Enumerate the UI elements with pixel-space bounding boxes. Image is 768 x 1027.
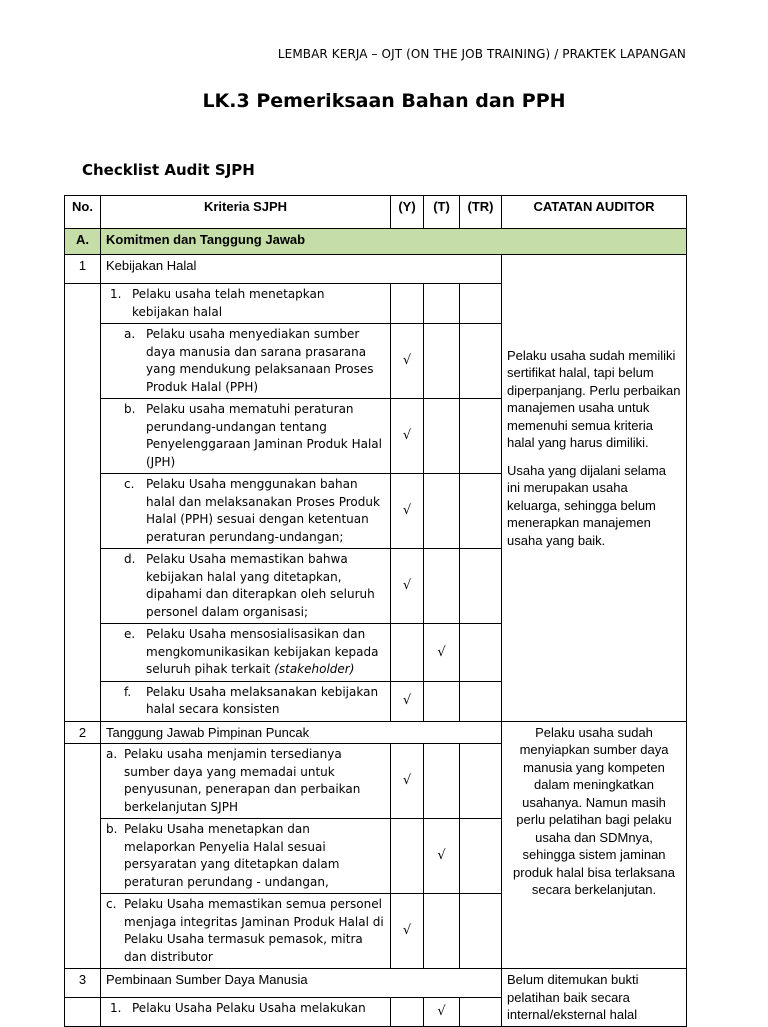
check-t[interactable]: [424, 474, 460, 549]
criteria-label: b.: [124, 402, 136, 416]
criteria-cell: [101, 894, 391, 969]
check-y[interactable]: √: [391, 681, 424, 721]
criteria-cell: [101, 324, 391, 399]
criteria-text-italic: (stakeholder): [274, 662, 355, 676]
check-t[interactable]: [424, 894, 460, 969]
audit-checklist-table: [64, 195, 687, 1027]
group-3-title-row: [65, 969, 687, 998]
criteria-label: 1.: [110, 287, 122, 301]
check-y[interactable]: √: [391, 324, 424, 399]
group-number: 1: [65, 255, 101, 284]
check-y[interactable]: [391, 284, 424, 324]
criteria-cell: [101, 474, 391, 549]
col-header-kriteria: Kriteria SJPH: [101, 196, 391, 229]
check-tr[interactable]: [460, 474, 502, 549]
criteria-text: [146, 626, 385, 679]
criteria-text: Pelaku usaha telah menetapkan kebijakan halal: [132, 287, 325, 319]
criteria-text: Pelaku Usaha menetapkan dan melaporkan Penyelia Halal sesuai persyaratan yang ditetapkan dalam peraturan perundang - undangan,: [124, 822, 340, 889]
criteria-text-main: Pelaku Usaha mensosialisasikan dan mengkomunikasikan kebijakan kepada seluruh pihak terkait: [146, 627, 379, 676]
group-number: 3: [65, 969, 101, 998]
group-2-number-spacer: [65, 744, 101, 969]
criteria-label: b.: [106, 822, 118, 836]
col-header-catatan: CATATAN AUDITOR: [502, 196, 687, 229]
check-tr[interactable]: [460, 819, 502, 894]
check-tr[interactable]: [460, 997, 502, 1026]
check-t[interactable]: [424, 681, 460, 721]
check-y[interactable]: [391, 819, 424, 894]
section-a-title: Komitmen dan Tanggung Jawab: [101, 229, 687, 255]
auditor-note-group-3: Belum ditemukan bukti pelatihan baik secara internal/eksternal halal: [502, 969, 687, 1027]
check-tr[interactable]: [460, 324, 502, 399]
check-t[interactable]: [424, 324, 460, 399]
criteria-text: Pelaku usaha menjamin tersedianya sumber daya yang memadai untuk penyusunan, penerapan dan perbaikan berkelanjutan SJPH: [124, 747, 361, 814]
auditor-note-paragraph: Pelaku usaha sudah memiliki sertifikat halal, tapi belum diperpanjang. Perlu perbaikan manajemen usaha untuk memenuhi semua kriteria halal yang harus dimiliki.: [507, 347, 681, 450]
col-header-t: (T): [424, 196, 460, 229]
criteria-text: Pelaku usaha mematuhi peraturan perundang-undangan tentang Penyelenggaraan Jaminan Produk Halal (JPH): [146, 402, 382, 469]
section-a-code: A.: [65, 229, 101, 255]
criteria-cell: [101, 681, 391, 721]
check-y[interactable]: [391, 997, 424, 1026]
table-header-row: [65, 196, 687, 229]
check-y[interactable]: √: [391, 549, 424, 624]
criteria-label: c.: [106, 897, 117, 911]
col-header-y: (Y): [391, 196, 424, 229]
check-tr[interactable]: [460, 894, 502, 969]
check-tr[interactable]: [460, 744, 502, 819]
check-tr[interactable]: [460, 681, 502, 721]
criteria-cell: [101, 997, 391, 1026]
criteria-cell: [101, 284, 391, 324]
document-title: LK.3 Pemeriksaan Bahan dan PPH: [202, 90, 566, 112]
criteria-label: d.: [124, 552, 136, 566]
group-2-title-row: [65, 721, 687, 744]
group-3-number-spacer: [65, 997, 101, 1026]
check-t[interactable]: √: [424, 819, 460, 894]
group-1-number-spacer: [65, 284, 101, 722]
criteria-cell: [101, 624, 391, 682]
group-1-title-row: [65, 255, 687, 284]
col-header-tr: (TR): [460, 196, 502, 229]
criteria-cell: [101, 549, 391, 624]
criteria-text: Pelaku Usaha memastikan bahwa kebijakan halal yang ditetapkan, dipahami dan diterapkan oleh seluruh personel dalam organisasi;: [146, 552, 375, 619]
criteria-text: Pelaku Usaha memastikan semua personel menjaga integritas Jaminan Produk Halal di Pelaku Usaha termasuk pemasok, mitra dan distributor: [124, 897, 384, 964]
check-y[interactable]: √: [391, 894, 424, 969]
criteria-label: c.: [124, 477, 135, 491]
check-y[interactable]: √: [391, 474, 424, 549]
check-y[interactable]: [391, 624, 424, 682]
col-header-no: No.: [65, 196, 101, 229]
criteria-label: e.: [124, 627, 136, 641]
check-t[interactable]: √: [424, 624, 460, 682]
auditor-note-group-2: Pelaku usaha sudah menyiapkan sumber daya manusia yang kompeten dalam meningkatkan usahanya. Namun masih perlu pelatihan bagi pelaku usaha dan SDMnya, sehingga sistem jaminan produk halal bisa terlaksana secara berkelanjutan.: [502, 721, 687, 969]
section-a-row: [65, 229, 687, 255]
check-t[interactable]: [424, 744, 460, 819]
check-tr[interactable]: [460, 284, 502, 324]
check-tr[interactable]: [460, 624, 502, 682]
criteria-label: f.: [124, 684, 132, 699]
criteria-label: a.: [124, 327, 136, 341]
group-title: Pembinaan Sumber Daya Manusia: [101, 969, 502, 998]
auditor-note-group-1: [502, 255, 687, 722]
document-header: LEMBAR KERJA – OJT (ON THE JOB TRAINING) / PRAKTEK LAPANGAN: [277, 47, 686, 61]
group-number: 2: [65, 721, 101, 744]
criteria-text: Pelaku Usaha menggunakan bahan halal dan melaksanakan Proses Produk Halal (PPH) sesuai dengan ketentuan peraturan perundang-undangan;: [146, 477, 380, 544]
auditor-note-paragraph: Usaha yang dijalani selama ini merupakan usaha keluarga, sehingga belum menerapkan manajemen usaha yang baik.: [507, 462, 666, 548]
check-t[interactable]: [424, 399, 460, 474]
section-title: Checklist Audit SJPH: [82, 161, 255, 179]
criteria-text: Pelaku Usaha Pelaku Usaha melakukan: [132, 1000, 366, 1015]
check-t[interactable]: [424, 549, 460, 624]
criteria-label: a.: [106, 747, 118, 761]
check-tr[interactable]: [460, 399, 502, 474]
criteria-cell: [101, 744, 391, 819]
criteria-label: 1.: [110, 1000, 122, 1015]
group-title: Kebijakan Halal: [101, 255, 502, 284]
criteria-text: Pelaku usaha menyediakan sumber daya manusia dan sarana prasarana yang mendukung pelaksanaan Proses Produk Halal (PPH): [146, 327, 374, 394]
check-y[interactable]: √: [391, 399, 424, 474]
check-t[interactable]: [424, 284, 460, 324]
criteria-cell: [101, 819, 391, 894]
group-title: Tanggung Jawab Pimpinan Puncak: [101, 721, 502, 744]
check-tr[interactable]: [460, 549, 502, 624]
check-y[interactable]: √: [391, 744, 424, 819]
check-t[interactable]: √: [424, 997, 460, 1026]
criteria-cell: [101, 399, 391, 474]
criteria-text: Pelaku Usaha melaksanakan kebijakan halal secara konsisten: [146, 684, 379, 716]
